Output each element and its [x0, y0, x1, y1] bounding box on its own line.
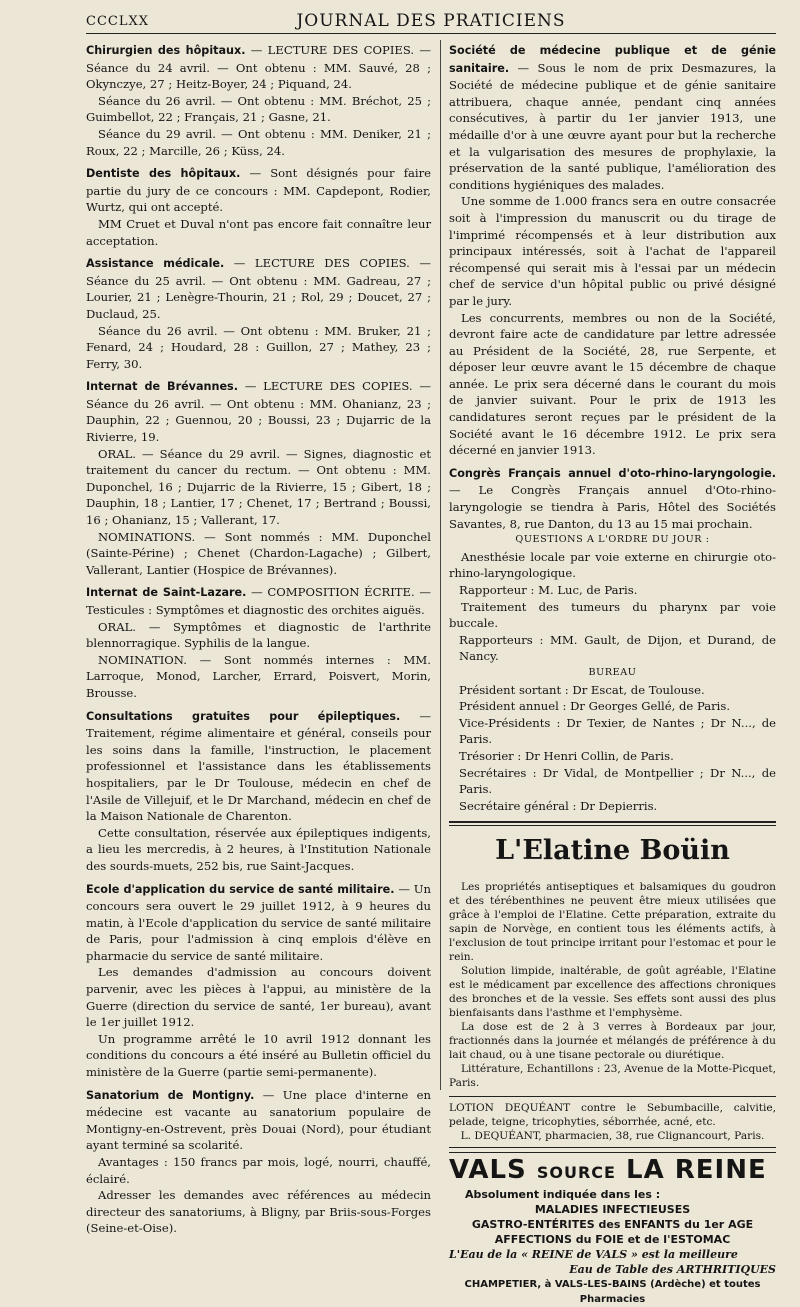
notice-dentiste — [86, 165, 431, 216]
text-societe-2: Une somme de 1.000 francs sera en outre consacrée soit à l'impression du manuscrit ou du tirage de l'imprimé récompensés et à leur distribution aux principaux intéressés, soit à l'achat de l'appareil récompensé qui serait mis à l'essai par un médecin chef de service d'un hôpital public ou privé désigné par le jury. — [449, 194, 776, 308]
notice-consultations — [86, 708, 431, 825]
page-header — [86, 10, 776, 32]
elatine-advert — [449, 880, 776, 1090]
heading-ecole: Ecole d'application du service de santé militaire. — [86, 882, 395, 896]
vals-brand — [449, 1156, 776, 1187]
text-brevannes: — LECTURE DES COPIES. — Séance du 26 avril. — Ont obtenu : MM. Ohanianz, 23 ; Dauphin, 22 ; Guennou, 20 ; Boussi, 23 ; Dujarric de la Rivierre, 19. — [86, 379, 431, 445]
vals-line-6: Eau de Table des ARTHRITIQUES — [569, 1263, 776, 1277]
notice-assistance — [86, 255, 431, 322]
elatine-text-4: Littérature, Echantillons : 23, Avenue de la Motte-Picquet, Paris. — [449, 1063, 776, 1090]
text-ecole-3: Un programme arrêté le 10 avril 1912 donnant les conditions du concours a été inséré au Bulletin officiel du ministère de la Guerre (partie semi-permanente). — [86, 1031, 431, 1080]
text-brevannes-nominations: NOMINATIONS. — Sont nommés : MM. Duponchel (Sainte-Périne) ; Chenet (Chardon-Lagache) ; Gilbert, Vallerant, Lantier (Hospice de Brévannes). — [86, 529, 431, 577]
heading-saint-lazare: Internat de Saint-Lazare. — [86, 586, 247, 600]
elatine-text-3: La dose est de 2 à 3 verres à Bordeaux par jour, fractionnés dans la journée et mélangés de préférence à du lait chaud, ou à une tisane pectorale ou diurétique. — [449, 1021, 776, 1062]
text-consultations: — Traitement, régime alimentaire et général, conseils pour les soins dans la famille, l'instruction, le placement professionnel et l'assistance dans les établissements hospitaliers, par le Dr Toulouse, médecin en chef de l'Asile de Villejuif, et le Dr Marchand, médecin en chef de la Maison Nationale de Charenton. — [86, 708, 431, 824]
bureau-line-5: Secrétaires : Dr Vidal, de Montpellier ; Dr N..., de Paris. — [459, 765, 776, 797]
vals-advert — [449, 1152, 776, 1307]
vals-line-3: GASTRO-ENTÉRITES des ENFANTS du 1er AGE — [471, 1218, 754, 1232]
heading-consultations: Consultations gratuites pour épileptiques. — [86, 709, 401, 723]
header-rule — [86, 33, 776, 34]
text-dentiste-2: MM Cruet et Duval n'ont pas encore fait connaître leur acceptation. — [86, 216, 431, 248]
elatine-text-2: Solution limpide, inaltérable, de goût agréable, l'Elatine est le médicament par excellence des affections chroniques des bronches et de la vessie. Ses effets sont aussi des plus bienfaisants dans l'asthme et l'emphysème. — [449, 965, 776, 1020]
heading-dentiste: Dentiste des hôpitaux. — [86, 167, 241, 181]
heading-chirurgien: Chirurgien des hôpitaux. — [86, 44, 246, 57]
rapporteur-2: Rapporteurs : MM. Gault, de Dijon, et Durand, de Nancy. — [459, 632, 776, 664]
rapporteur-1: Rapporteur : M. Luc, de Paris. — [459, 583, 638, 597]
notice-ecole — [86, 881, 431, 965]
text-assistance: — LECTURE DES COPIES. — Séance du 25 avril. — Ont obtenu : MM. Gadreau, 27 ; Lourier, 21 ; Lenègre-Thourin, 21 ; Rol, 29 ; Doucet, 27 ; Duclaud, 25. — [86, 256, 431, 321]
vals-source: SOURCE — [536, 1163, 616, 1183]
notice-societe — [449, 42, 776, 193]
text-saint-lazare-nomination: NOMINATION. — Sont nommés internes : MM. Larroque, Monod, Larcher, Errard, Poisvert, Morin, Brousse. — [86, 652, 431, 700]
text-sanatorium-3: Adresser les demandes avec références au médecin directeur des sanatoriums, à Bligny, par Briis-sous-Forges (Seine-et-Oise). — [86, 1188, 431, 1236]
text-ecole: — Un concours sera ouvert le 29 juillet 1912, à 9 heures du matin, à l'Ecole d'application du service de santé militaire de Paris, pour l'admission à cinq emplois d'élève en pharmacie du service de santé militaire. — [86, 881, 431, 963]
vals-line-5: L'Eau de la « REINE de VALS » est la meilleure — [449, 1248, 738, 1262]
question-2: Traitement des tumeurs du pharynx par voie buccale. — [449, 599, 776, 631]
notice-congres — [449, 465, 776, 532]
text-ecole-2: Les demandes d'admission au concours doivent parvenir, avec les pièces à l'appui, au ministère de la Guerre (direction du service de santé, 1er bureau), avant le 1er juillet 1912. — [86, 965, 431, 1030]
heading-sanatorium: Sanatorium de Montigny. — [86, 1088, 255, 1102]
text-societe: — Sous le nom de prix Desmazures, la Société de médecine publique et de génie sanitaire attribuera, chaque année, pendant cinq années consécutives, à partir du 1er janvier 1913, une médaille d'or à une œuvre ayant pour but la recherche et la vulgarisation des mesures de prophylaxie, la préservation de la santé publique, l'amélioration des conditions hygiéniques des malades. — [449, 60, 776, 192]
elatine-text-1: Les propriétés antiseptiques et balsamiques du goudron et des térébenthines ne peuvent être mieux utilisées que grâce à l'emploi de l'Elatine. Cette préparation, extraite du sapin de Norvège, en contient tous les éléments actifs, à l'exclusion de tout principe irritant pour l'estomac et pour le rein. — [449, 881, 776, 964]
bureau-line-3: Vice-Présidents : Dr Texier, de Nantes ; Dr N..., de Paris. — [459, 715, 776, 747]
column-divider — [440, 40, 441, 1090]
vals-line-2: MALADIES INFECTIEUSES — [534, 1203, 691, 1217]
text-saint-lazare-oral: ORAL. — Symptômes et diagnostic de l'arthrite blennorragique. Syphilis de la langue. — [86, 619, 431, 651]
left-column — [86, 42, 432, 1236]
text-chirurgien: — LECTURE DES COPIES. — Séance du 24 avril. — Ont obtenu : MM. Sauvé, 28 ; Okynczye, 27 ; Heitz-Boyer, 24 ; Piquand, 24. — [86, 43, 431, 92]
heading-societe: Société de médecine publique et de génie sanitaire. — [449, 44, 776, 75]
vals-line-7: CHAMPETIER, à VALS-LES-BAINS (Ardèche) et toutes Pharmacies — [464, 1279, 761, 1306]
notice-sanatorium — [86, 1087, 431, 1154]
questions-heading: QUESTIONS A L'ORDRE DU JOUR : — [515, 534, 710, 546]
heading-brevannes: Internat de Brévannes. — [86, 380, 238, 394]
vals-reine: LA REINE — [626, 1155, 767, 1186]
vals-line-4: AFFECTIONS du FOIE et de l'ESTOMAC — [494, 1233, 731, 1247]
text-societe-3: Les concurrents, membres ou non de la Société, devront faire acte de candidature par lettre adressée au Président de la Société, 28, rue Serpente, et déposer leur œuvre avant le 15 décembre de chaque année. Le prix sera décerné dans le courant du mois de janvier suivant. Pour le prix de 1913 les candidatures seront reçues par le président de la Société avant le 16 décembre 1912. Le prix sera décerné en janvier 1913. — [449, 310, 776, 458]
bureau-line-1: Président sortant : Dr Escat, de Toulouse. — [459, 682, 705, 697]
text-assistance-2: Séance du 26 avril. — Ont obtenu : MM. Bruker, 21 ; Fenard, 24 ; Houdard, 28 : Guillon, 27 ; Mathey, 23 ; Ferry, 30. — [86, 323, 431, 371]
vals-line-1: Absolument indiquée dans les : — [465, 1188, 661, 1202]
lotion-text-2: L. DEQUÉANT, pharmacien, 38, rue Clignancourt, Paris. — [460, 1130, 765, 1143]
notice-saint-lazare — [86, 584, 431, 618]
text-sanatorium-2: Avantages : 150 francs par mois, logé, nourri, chauffé, éclairé. — [86, 1155, 431, 1186]
elatine-title: L'Elatine Boüin — [495, 835, 730, 867]
notice-brevannes — [86, 378, 431, 445]
text-saint-lazare: — COMPOSITION ÉCRITE. — Testicules : Symptômes et diagnostic des orchites aiguës. — [86, 585, 431, 617]
text-chirurgien-2: Séance du 26 avril. — Ont obtenu : MM. Bréchot, 25 ; Guimbellot, 22 ; Français, 21 ; Gasne, 21. — [86, 93, 431, 125]
text-consultations-2: Cette consultation, réservée aux épileptiques indigents, a lieu les mercredis, à 2 heures, à l'Institution Nationale des sourds-muets, 252 bis, rue Saint-Jacques. — [86, 825, 431, 873]
lotion-text-1: LOTION DEQUÉANT contre le Sebumbacille, calvitie, pelade, teigne, tricophyties, séborrhée, acné, etc. — [449, 1102, 776, 1129]
bureau-line-2: Président annuel : Dr Georges Gellé, de Paris. — [459, 699, 731, 714]
right-column — [449, 42, 776, 1306]
notice-chirurgien — [86, 42, 431, 93]
bureau-heading: BUREAU — [588, 666, 637, 678]
text-dentiste: — Sont désignés pour faire partie du jury de ce concours : MM. Capdepont, Rodier, Wurtz, qui ont accepté. — [86, 166, 432, 215]
advert-separator — [449, 821, 776, 826]
journal-title: JOURNAL DES PRATICIENS — [296, 11, 566, 31]
heading-congres: Congrès Français annuel d'oto-rhino-laryngologie. — [449, 466, 776, 480]
text-brevannes-oral: ORAL. — Séance du 29 avril. — Signes, diagnostic et traitement du cancer du rectum. — Ont obtenu : MM. Duponchel, 16 ; Dujarric de la Rivierre, 15 ; Gibert, 18 ; Dauphin, 18 ; Lantier, 17 ; Chenet, 17 ; Bertrand ; Boussi, 16 ; Ohanianz, 15 ; Vallerant, 17. — [86, 446, 431, 528]
question-1: Anesthésie locale par voie externe en chirurgie oto-rhino-laryngologique. — [449, 549, 776, 581]
page-number: CCCLXX — [86, 14, 149, 29]
text-sanatorium: — Une place d'interne en médecine est vacante au sanatorium populaire de Montigny-en-Ostrevent, près Douai (Nord), pour étudiant ayant terminé sa scolarité. — [86, 1087, 431, 1153]
text-congres: — Le Congrès Français annuel d'Oto-rhino-laryngologie se tiendra à Paris, Hôtel des Sociétés Savantes, 8, rue Danton, du 13 au 15 mai prochain. — [449, 483, 776, 531]
vals-name: VALS — [449, 1155, 527, 1186]
text-chirurgien-3: Séance du 29 avril. — Ont obtenu : MM. Deniker, 21 ; Roux, 22 ; Marcille, 26 ; Küss, 24. — [86, 126, 431, 158]
heading-assistance: Assistance médicale. — [86, 257, 225, 271]
lotion-advert — [449, 1096, 776, 1148]
bureau-line-4: Trésorier : Dr Henri Collin, de Paris. — [459, 748, 674, 763]
bureau-line-6: Secrétaire général : Dr Depierris. — [459, 798, 658, 813]
